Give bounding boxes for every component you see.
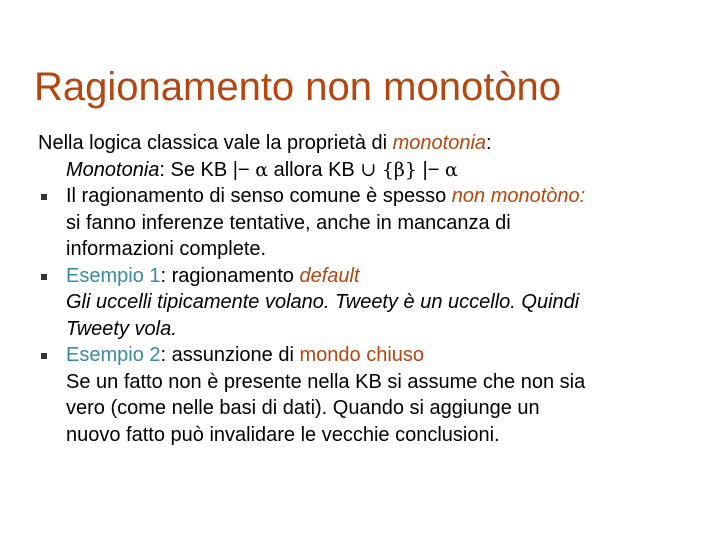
monotonia-rest-a: : Se KB [159, 158, 233, 181]
example-2-suffix: : assunzione di [160, 344, 300, 366]
slide-body [38, 130, 698, 448]
intro-line [38, 130, 698, 157]
example-1-suffix: : ragionamento [160, 264, 300, 287]
entails-symbol-2: |− [422, 158, 440, 181]
slide-title: Ragionamento non monotòno [34, 65, 562, 109]
beta-set: {β} [381, 158, 417, 181]
square-bullet-icon [41, 274, 47, 280]
example-2-line: vero (come nelle basi di dati). Quando si aggiunge un [66, 397, 540, 419]
intro-text: Nella logica classica vale la proprietà di [38, 132, 393, 154]
bullet-line: informazioni complete. [66, 238, 267, 260]
bullet-line: si fanno inferenze tentative, anche in mancanza di [66, 211, 511, 234]
square-bullet-icon [41, 194, 47, 200]
monotonia-term: Monotonia [66, 158, 160, 181]
alpha-symbol: α [255, 158, 269, 181]
example-1-line: Tweety vola. [66, 317, 177, 340]
example-2-line: Se un fatto non è presente nella KB si assume che non sia [66, 370, 586, 393]
monotonia-highlight: monotonia [392, 132, 487, 154]
example-1-line: Gli uccelli tipicamente volano. Tweety è un uccello. Quindi [66, 291, 580, 313]
example-2-line: nuovo fatto può invalidare le vecchie conclusioni. [66, 423, 500, 446]
example-1-label: Esempio 1 [66, 264, 161, 287]
bullet-item-common-sense [38, 183, 698, 263]
intro-suffix: : [486, 132, 492, 154]
entails-symbol: |− [232, 158, 250, 181]
bullet-text: Il ragionamento di senso comune è spesso [66, 185, 452, 207]
monotonia-definition [38, 157, 698, 184]
alpha-symbol-2: α [444, 158, 458, 181]
bullet-item-example-2 [38, 342, 698, 448]
default-highlight: default [299, 264, 360, 287]
bullet-line [66, 183, 698, 210]
mondo-chiuso-highlight: mondo chiuso [299, 344, 425, 366]
square-bullet-icon [41, 353, 47, 359]
monotonia-mid: allora KB [268, 158, 361, 181]
bullet-item-example-1 [38, 263, 698, 343]
example-2-header [66, 342, 698, 369]
union-symbol: ∪ [360, 158, 377, 181]
non-monotono-highlight: non monotòno: [451, 185, 586, 207]
example-2-label: Esempio 2 [66, 344, 161, 366]
example-1-header [66, 263, 698, 290]
